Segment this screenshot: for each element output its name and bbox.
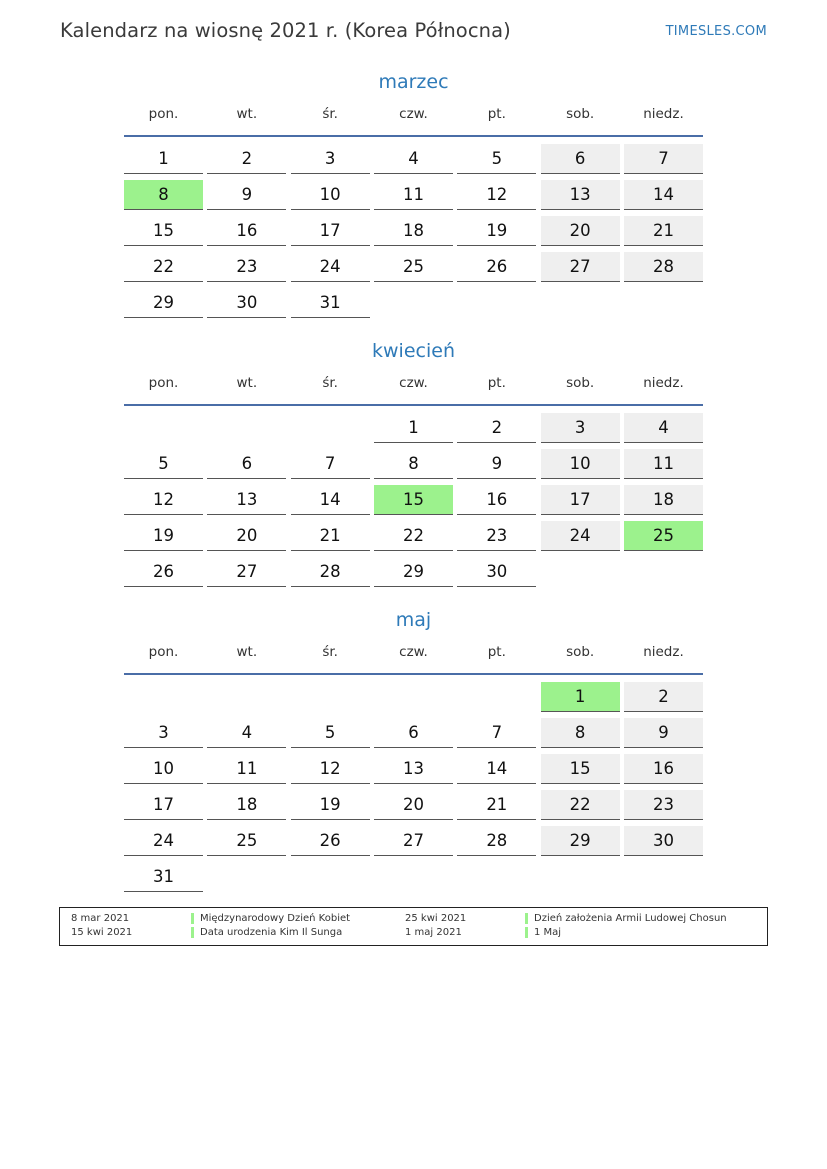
day-cell: 25	[374, 252, 453, 282]
day-cell: 11	[207, 754, 286, 784]
day-cell: 4	[207, 718, 286, 748]
day-cell: 20	[541, 216, 620, 246]
weekday-label: pt.	[487, 644, 506, 660]
legend-date: 1 maj 2021	[405, 927, 462, 938]
day-cell: 22	[541, 790, 620, 820]
day-cell: 3	[541, 413, 620, 443]
weekday-label: sob.	[566, 375, 595, 391]
legend-date: 15 kwi 2021	[71, 927, 133, 938]
day-cell: 15	[124, 216, 203, 246]
day-cell: 31	[291, 288, 370, 318]
day-cell: 7	[291, 449, 370, 479]
day-cell: 30	[207, 288, 286, 318]
day-cell: 5	[457, 144, 536, 174]
day-cell: 20	[374, 790, 453, 820]
brand-link[interactable]: TIMESLES.COM	[665, 24, 767, 39]
month-name: maj	[395, 609, 432, 631]
day-cell: 5	[124, 449, 203, 479]
day-cell: 2	[624, 682, 703, 712]
day-cell: 27	[207, 557, 286, 587]
day-cell: 6	[541, 144, 620, 174]
day-cell: 8	[541, 718, 620, 748]
holiday-day-cell: 25	[624, 521, 703, 551]
weekday-label: pon.	[148, 106, 179, 122]
day-cell: 3	[291, 144, 370, 174]
legend-holiday-name: 1 Maj	[534, 927, 562, 938]
weekday-header	[124, 102, 703, 138]
day-cell: 28	[291, 557, 370, 587]
month-block	[124, 606, 703, 886]
day-cell: 2	[457, 413, 536, 443]
weekday-label: pt.	[487, 106, 506, 122]
day-cell: 19	[457, 216, 536, 246]
day-cell: 20	[207, 521, 286, 551]
day-cell: 19	[124, 521, 203, 551]
holiday-color-marker	[191, 913, 194, 924]
weekday-label: pon.	[148, 644, 179, 660]
holiday-legend	[59, 907, 768, 946]
day-cell: 17	[541, 485, 620, 515]
day-cell: 21	[457, 790, 536, 820]
day-cell: 21	[624, 216, 703, 246]
day-cell: 30	[457, 557, 536, 587]
holiday-color-marker	[191, 927, 194, 938]
day-cell: 23	[624, 790, 703, 820]
day-cell: 18	[374, 216, 453, 246]
day-cell: 4	[374, 144, 453, 174]
month-block	[124, 68, 703, 312]
month-name: kwiecień	[372, 340, 455, 362]
weekday-header	[124, 640, 703, 676]
day-cell: 14	[624, 180, 703, 210]
day-cell: 13	[541, 180, 620, 210]
page-title: Kalendarz na wiosnę 2021 r. (Korea Północna)	[60, 19, 511, 42]
weekday-label: wt.	[236, 644, 258, 660]
day-cell: 7	[457, 718, 536, 748]
day-cell: 23	[207, 252, 286, 282]
day-cell: 29	[374, 557, 453, 587]
day-cell: 28	[457, 826, 536, 856]
weekday-label: niedz.	[643, 106, 684, 122]
day-cell: 19	[291, 790, 370, 820]
day-cell: 2	[207, 144, 286, 174]
day-cell: 27	[541, 252, 620, 282]
day-cell: 29	[541, 826, 620, 856]
holiday-day-cell: 15	[374, 485, 453, 515]
day-cell: 1	[124, 144, 203, 174]
day-cell: 25	[207, 826, 286, 856]
header-rule	[124, 404, 703, 406]
legend-holiday-name: Dzień założenia Armii Ludowej Chosun	[534, 913, 727, 924]
day-cell: 21	[291, 521, 370, 551]
weekday-label: śr.	[322, 106, 338, 122]
day-cell: 10	[541, 449, 620, 479]
day-cell: 10	[124, 754, 203, 784]
month-block	[124, 337, 703, 581]
weekday-label: czw.	[399, 106, 428, 122]
day-cell: 15	[541, 754, 620, 784]
weekday-label: wt.	[236, 106, 258, 122]
day-cell: 23	[457, 521, 536, 551]
month-name: marzec	[378, 71, 449, 93]
legend-date: 8 mar 2021	[71, 913, 130, 924]
day-cell: 18	[207, 790, 286, 820]
weekday-label: pon.	[148, 375, 179, 391]
weekday-label: wt.	[236, 375, 258, 391]
day-cell: 16	[207, 216, 286, 246]
weekday-label: śr.	[322, 375, 338, 391]
day-cell: 3	[124, 718, 203, 748]
day-cell: 9	[624, 718, 703, 748]
day-cell: 27	[374, 826, 453, 856]
holiday-day-cell: 8	[124, 180, 203, 210]
weekday-header	[124, 371, 703, 407]
header-rule	[124, 135, 703, 137]
holiday-color-marker	[525, 927, 528, 938]
day-cell: 11	[374, 180, 453, 210]
day-cell: 22	[374, 521, 453, 551]
day-cell: 5	[291, 718, 370, 748]
day-cell: 9	[457, 449, 536, 479]
day-cell: 12	[124, 485, 203, 515]
day-cell: 31	[124, 862, 203, 892]
day-cell: 14	[457, 754, 536, 784]
legend-holiday-name: Międzynarodowy Dzień Kobiet	[200, 913, 351, 924]
day-cell: 13	[207, 485, 286, 515]
day-cell: 28	[624, 252, 703, 282]
day-cell: 10	[291, 180, 370, 210]
day-cell: 13	[374, 754, 453, 784]
day-cell: 6	[374, 718, 453, 748]
weekday-label: niedz.	[643, 644, 684, 660]
day-cell: 17	[291, 216, 370, 246]
day-cell: 12	[457, 180, 536, 210]
day-cell: 29	[124, 288, 203, 318]
day-cell: 16	[624, 754, 703, 784]
day-cell: 24	[541, 521, 620, 551]
legend-holiday-name: Data urodzenia Kim Il Sunga	[200, 927, 343, 938]
header-rule	[124, 673, 703, 675]
day-cell: 8	[374, 449, 453, 479]
day-cell: 14	[291, 485, 370, 515]
day-cell: 18	[624, 485, 703, 515]
day-cell: 4	[624, 413, 703, 443]
legend-date: 25 kwi 2021	[405, 913, 467, 924]
holiday-day-cell: 1	[541, 682, 620, 712]
weekday-label: czw.	[399, 375, 428, 391]
day-cell: 24	[124, 826, 203, 856]
holiday-color-marker	[525, 913, 528, 924]
day-cell: 7	[624, 144, 703, 174]
day-cell: 17	[124, 790, 203, 820]
weekday-label: sob.	[566, 644, 595, 660]
day-cell: 24	[291, 252, 370, 282]
day-cell: 22	[124, 252, 203, 282]
day-cell: 26	[124, 557, 203, 587]
weekday-label: pt.	[487, 375, 506, 391]
day-cell: 12	[291, 754, 370, 784]
day-cell: 26	[291, 826, 370, 856]
day-cell: 30	[624, 826, 703, 856]
day-cell: 26	[457, 252, 536, 282]
weekday-label: czw.	[399, 644, 428, 660]
day-cell: 9	[207, 180, 286, 210]
day-cell: 16	[457, 485, 536, 515]
weekday-label: śr.	[322, 644, 338, 660]
weekday-label: sob.	[566, 106, 595, 122]
day-cell: 1	[374, 413, 453, 443]
day-cell: 11	[624, 449, 703, 479]
weekday-label: niedz.	[643, 375, 684, 391]
day-cell: 6	[207, 449, 286, 479]
